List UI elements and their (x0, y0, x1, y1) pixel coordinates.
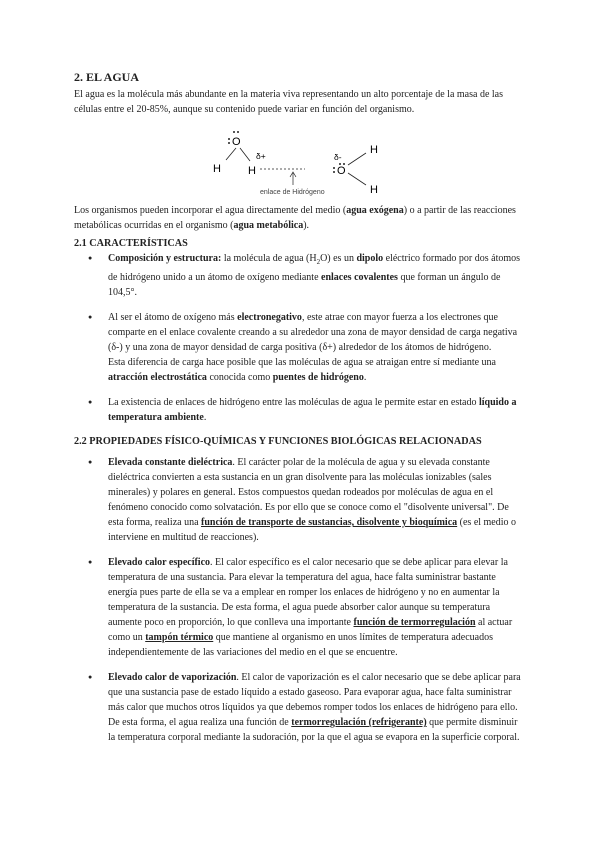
hydrogen-atom: H (213, 163, 221, 175)
lone-pair-dot (333, 171, 335, 173)
covalent-bond (348, 173, 366, 185)
section-title: 2. EL AGUA (74, 70, 140, 84)
covalent-bond (348, 153, 366, 165)
properties-list (74, 455, 524, 745)
list-item: ● Composición y estructura: la molécula de agua $(H_2O)$ es un dipolo eléctrico formado por dos átomos de hidrógeno unido a un átomo de oxígeno mediante enlaces covalentes que forman un ángulo de 104,5°. (74, 251, 524, 300)
exogenous-water-term: agua exógena (346, 205, 404, 216)
properties-heading: 2.2 PROPIEDADES FÍSICO-QUÍMICAS Y FUNCIONES BIOLÓGICAS RELACIONADAS (74, 436, 482, 447)
characteristics-list (74, 251, 524, 425)
intro-paragraph: El agua es la molécula más abundante en la materia viva representando un alto porcentaje de la masa de las células entre el 20-85%, aunque su contenido puede variar en función del organismo. (74, 89, 503, 115)
lone-pair-dot (333, 167, 335, 169)
list-item: ● Elevado calor específico. El calor específico es el calor necesario que se debe aplicar para elevar la temperatura de una sustancia. Para elevar la temperatura del agua, hace falta suministrar bastante energía pues parte de ella se va a emplear en romper los enlaces de hidrógeno y no en aumentar la temperatura de la sustancia. De esta forma, el agua puede absorber calor aunque su temperatura aumente poco en proporción, lo que conlleva una importante función de termorregulación al actuar como un tampón térmico que mantiene al organismo en unos límites de temperatura adecuados independientemente de las variaciones del medio en el que se encuentre. (74, 555, 524, 660)
metabolic-water-term: agua metabólica (233, 220, 304, 231)
covalent-bond (226, 148, 236, 160)
molecule-diagram-svg (74, 117, 524, 203)
list-item: ● Elevada constante dieléctrica. El carácter polar de la molécula de agua y su elevada constante dieléctrica convierten a esta sustancia en un gran disolvente para las moléculas ionizables (sales minerales) y polares en general. Estos compuestos quedan rodeados por moléculas de agua en el fenómeno conocido como solvatación. Es por ello que se conoce como el "disolvente universal". De esta forma, realiza una función de transporte de sustancias, disolvente y bioquímica (es el medio o interviene en multitud de reacciones). (74, 455, 524, 545)
oxygen-atom: O (337, 165, 346, 177)
hydrogen-bond-label: enlace de Hidrógeno (260, 189, 325, 196)
hydrogen-atom: H (370, 184, 378, 196)
intake-paragraph: Los organismos pueden incorporar el agua directamente del medio (agua exógena) o a partir de las reacciones metabólicas ocurridas en el organismo (agua metabólica). (74, 205, 516, 231)
oxygen-atom: O (232, 136, 241, 148)
hydrogen-atom: H (248, 165, 256, 177)
characteristics-heading: 2.1 CARACTERÍSTICAS (74, 238, 188, 249)
list-item: ● Elevado calor de vaporización. El calor de vaporización es el calor necesario que se debe aplicar para que una sustancia pase de estado líquido a estado gaseoso. Para evaporar agua, hace falta suministrar más calor que muchos otros líquidos ya que debemos romper todos los enlaces de hidrógeno para ello. De esta forma, el agua realiza una función de termorregulación (refrigerante) que permite disminuir la temperatura corporal mediante la sudoración, por la que el agua se evapora en la superficie corporal. (74, 670, 524, 745)
hydrogen-atom: H (370, 144, 378, 156)
list-item: ● La existencia de enlaces de hidrógeno entre las moléculas de agua le permite estar en estado líquido a temperatura ambiente. (74, 395, 524, 425)
covalent-bond (240, 148, 250, 161)
partial-positive-charge: δ+ (256, 151, 266, 161)
lone-pair-dot (233, 131, 235, 133)
partial-negative-charge: δ- (334, 152, 342, 162)
lone-pair-dot (237, 131, 239, 133)
document-page (74, 62, 524, 745)
lone-pair-dot (228, 138, 230, 140)
water-hydrogen-bond-diagram (74, 117, 524, 203)
lone-pair-dot (228, 142, 230, 144)
list-item: ● Al ser el átomo de oxígeno más electronegativo, este atrae con mayor fuerza a los electrones que comparte en el enlace covalente creando a su alrededor una zona de mayor densidad de carga negativa (δ-) y una zona de mayor densidad de carga positiva (δ+) alrededor de los átomos de hidrógeno. Esta diferencia de carga hace posible que las moléculas de agua se atraigan entre sí mediante una atracción electrostática conocida como puentes de hidrógeno. (74, 310, 524, 385)
